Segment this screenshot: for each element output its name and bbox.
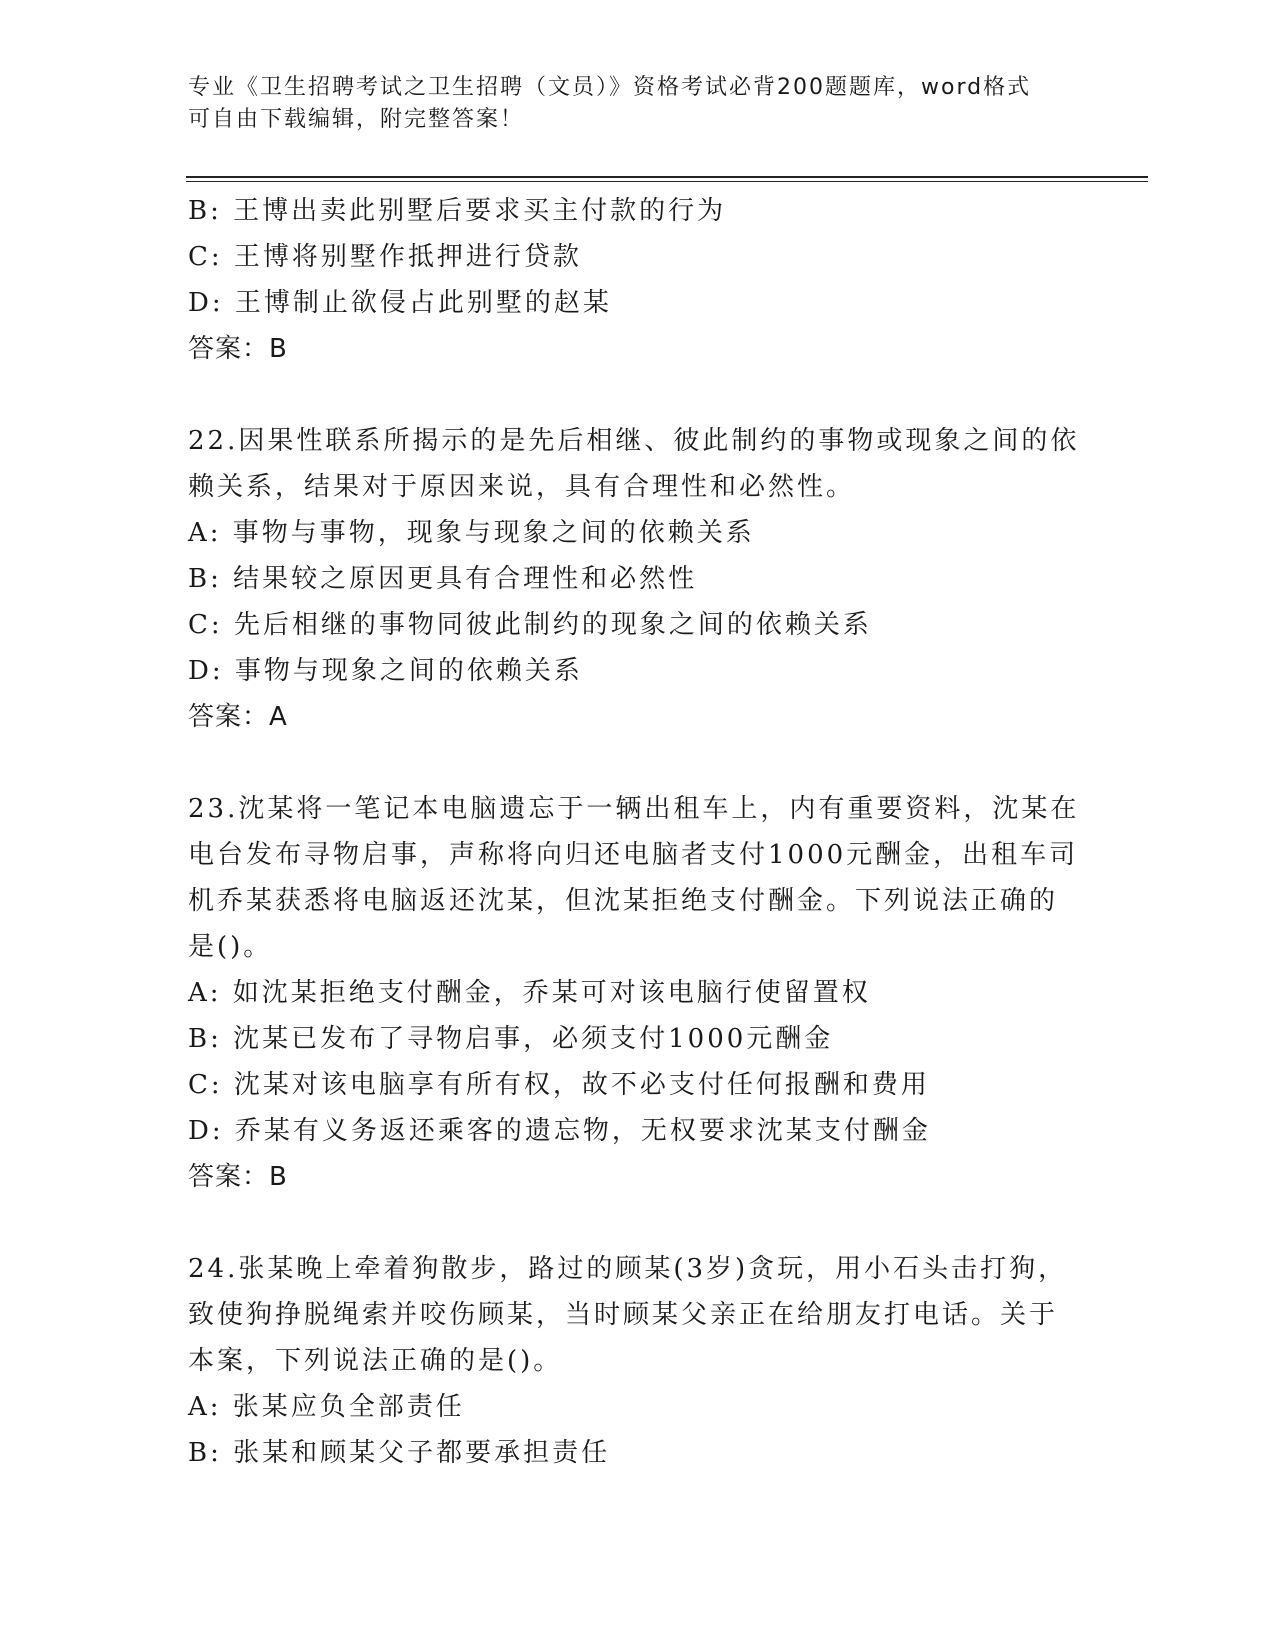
- spacer: [188, 1200, 1088, 1246]
- question-24: [188, 1246, 1088, 1476]
- question-stem-line: 22.因果性联系所揭示的是先后相继、彼此制约的事物或现象之间的依: [188, 426, 1080, 456]
- spacer: [188, 372, 1088, 418]
- question-list: [188, 188, 1088, 1476]
- question-22: [188, 418, 1088, 740]
- spacer: [188, 740, 1088, 786]
- option-b: B: 张某和顾某父子都要承担责任: [188, 1438, 611, 1468]
- option-a: A: 张某应负全部责任: [188, 1392, 465, 1422]
- question-stem-line: 电台发布寻物启事，声称将向归还电脑者支付1000元酬金，出租车司: [188, 840, 1079, 870]
- option-d: D: 乔某有义务返还乘客的遗忘物，无权要求沈某支付酬金: [188, 1116, 931, 1146]
- answer-line: 答案：A: [188, 702, 288, 732]
- question-stem-line: 23.沈某将一笔记本电脑遗忘于一辆出租车上，内有重要资料，沈某在: [188, 794, 1080, 824]
- question-stem-line: 本案，下列说法正确的是()。: [188, 1346, 563, 1376]
- option-a: A: 如沈某拒绝支付酬金，乔某可对该电脑行使留置权: [188, 978, 871, 1008]
- document-header: [188, 72, 1088, 136]
- answer-line: 答案：B: [188, 334, 288, 364]
- option-b: B: 王博出卖此别墅后要求买主付款的行为: [188, 196, 727, 226]
- option-b: B: 结果较之原因更具有合理性和必然性: [188, 564, 698, 594]
- header-title-line-1: 专业《卫生招聘考试之卫生招聘（文员）》资格考试必背200题题库，word格式: [188, 75, 1032, 100]
- option-d: D: 王博制止欲侵占此别墅的赵某: [188, 288, 612, 318]
- option-b: B: 沈某已发布了寻物启事，必须支付1000元酬金: [188, 1024, 834, 1054]
- header-title-line-2: 可自由下载编辑，附完整答案！: [188, 107, 525, 132]
- question-23: [188, 786, 1088, 1200]
- option-d: D: 事物与现象之间的依赖关系: [188, 656, 583, 686]
- question-stem-line: 致使狗挣脱绳索并咬伤顾某，当时顾某父亲正在给朋友打电话。关于: [188, 1300, 1059, 1330]
- answer-line: 答案：B: [188, 1162, 288, 1192]
- option-a: A: 事物与事物，现象与现象之间的依赖关系: [188, 518, 755, 548]
- option-c: C: 王博将别墅作抵押进行贷款: [188, 242, 582, 272]
- option-c: C: 先后相继的事物同彼此制约的现象之间的依赖关系: [188, 610, 872, 640]
- header-divider-top: [186, 176, 1148, 178]
- option-c: C: 沈某对该电脑享有所有权，故不必支付任何报酬和费用: [188, 1070, 930, 1100]
- question-stem-line: 是()。: [188, 932, 273, 962]
- question-stem-line: 24.张某晚上牵着狗散步，路过的顾某(3岁)贪玩，用小石头击打狗，: [188, 1254, 1068, 1284]
- question-stem-line: 机乔某获悉将电脑返还沈某，但沈某拒绝支付酬金。下列说法正确的: [188, 886, 1059, 916]
- header-divider-bottom: [186, 181, 1148, 182]
- question-21: [188, 188, 1088, 372]
- question-stem-line: 赖关系，结果对于原因来说，具有合理性和必然性。: [188, 472, 856, 502]
